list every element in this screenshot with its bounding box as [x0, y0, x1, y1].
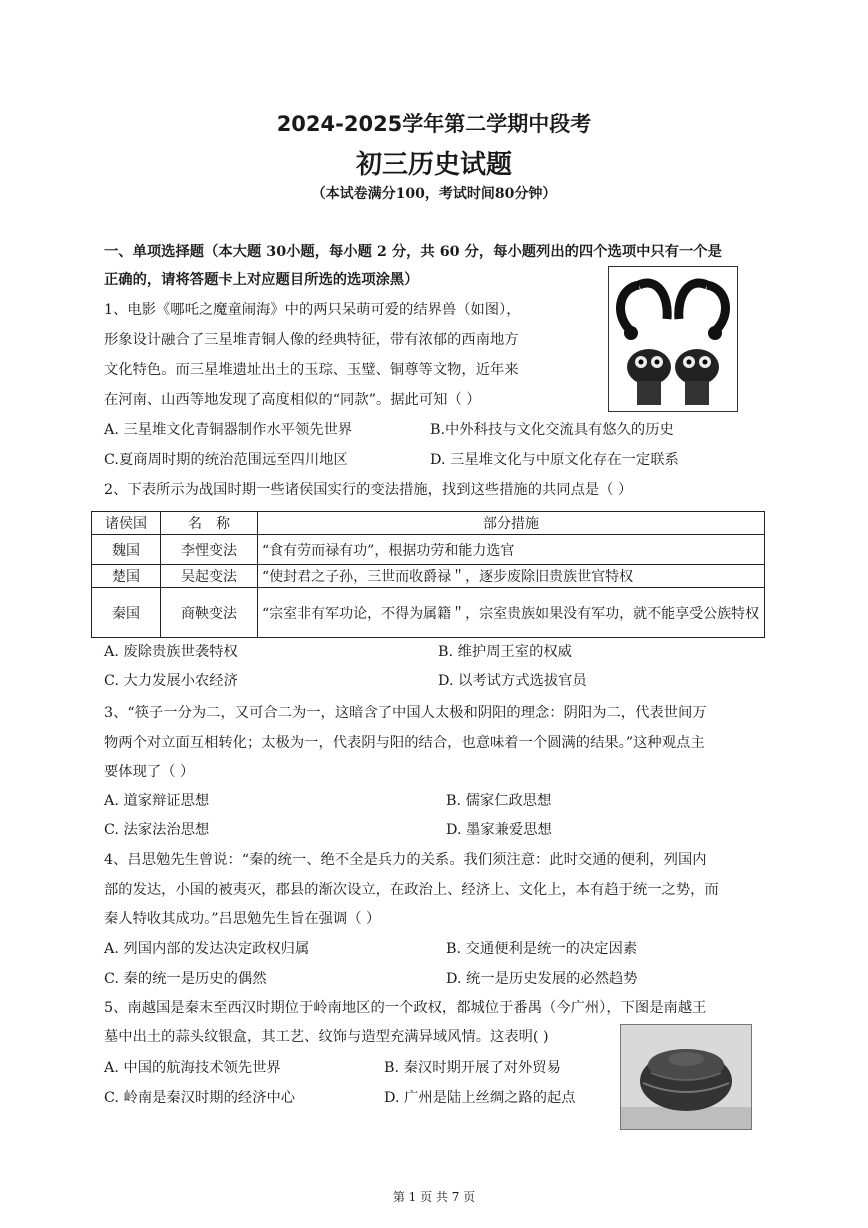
table-cell-state: 秦国 [92, 588, 161, 638]
q1-option-a: A. 三星堆文化青铜器制作水平领先世界 [104, 422, 353, 438]
q3-option-b: B. 儒家仁政思想 [446, 793, 552, 809]
q3-option-c: C. 法家法治思想 [104, 822, 210, 838]
q4-stem-line: 4、吕思勉先生曾说：“秦的统一、绝不全是兵力的关系。我们须注意：此时交通的便利，列国内 [104, 852, 707, 868]
q2-stem: 2、下表所示为战国时期一些诸侯国实行的变法措施，找到这些措施的共同点是（ ） [104, 482, 633, 498]
table-cell-name: 李悝变法 [161, 535, 258, 565]
q3-stem-line: 要体现了（ ） [104, 764, 195, 780]
guardian-beasts-image [608, 266, 738, 412]
q5-stem-line: 5、南越国是秦末至西汉时期位于岭南地区的一个政权，都城位于番禺（今广州），下图是南越王 [104, 1000, 707, 1016]
q3-stem-line: 3、“筷子一分为二，又可合二为一，这暗含了中国人太极和阴阳的理念：阴阳为二，代表世间万 [104, 705, 707, 721]
table-cell-state: 楚国 [92, 565, 161, 588]
table-header-row [92, 512, 765, 535]
table-cell-measure: “使封君之子孙，三世而收爵禄＂，逐步废除旧贵族世官特权 [258, 565, 765, 588]
table-cell-name: 吴起变法 [161, 565, 258, 588]
q2-option-a: A. 废除贵族世袭特权 [104, 644, 238, 660]
q3-stem-line: 物两个对立面互相转化；太极为一，代表阴与阳的结合，也意味着一个圆满的结果。”这种观点主 [104, 735, 705, 751]
q1-stem-line: 形象设计融合了三星堆青铜人像的经典特征，带有浓郁的西南地方 [104, 332, 519, 348]
exam-note: （本试卷满分100，考试时间80分钟） [311, 186, 557, 202]
q5-option-d: D. 广州是陆上丝绸之路的起点 [384, 1090, 576, 1106]
q4-option-d: D. 统一是历史发展的必然趋势 [446, 971, 638, 987]
table-cell-measure: “宗室非有军功论，不得为属籍＂，宗室贵族如果没有军功，就不能享受公族特权 [258, 588, 765, 638]
silver-box-image [620, 1024, 752, 1130]
section-heading-line2: 正确的，请将答题卡上对应题目所选的选项涂黑） [104, 272, 419, 288]
q1-option-c: C.夏商周时期的统治范围远至四川地区 [104, 452, 348, 468]
table-cell-name: 商鞅变法 [161, 588, 258, 638]
table-row [92, 588, 765, 638]
q1-stem-line: 在河南、山西等地发现了高度相似的“同款”。据此可知（ ） [104, 392, 481, 408]
q1-stem-line: 文化特色。而三星堆遗址出土的玉琮、玉璧、铜尊等文物，近年来 [104, 362, 519, 378]
table-row [92, 535, 765, 565]
page-number: 第 1 页 共 7 页 [392, 1190, 476, 1204]
q5-option-b: B. 秦汉时期开展了对外贸易 [384, 1060, 561, 1076]
q2-option-c: C. 大力发展小农经济 [104, 673, 238, 689]
q3-option-a: A. 道家辩证思想 [104, 793, 210, 809]
exam-subject-title: 初三历史试题 [355, 150, 512, 180]
q4-option-a: A. 列国内部的发达决定政权归属 [104, 941, 310, 957]
table-row [92, 565, 765, 588]
q1-stem-line: 1、电影《哪吒之魔童闹海》中的两只呆萌可爱的结界兽（如图）， [104, 302, 521, 318]
q4-stem-line: 秦人特收其成功。”吕思勉先生旨在强调（ ） [104, 911, 381, 927]
table-cell-measure: “食有劳而禄有功”，根据功劳和能力选官 [258, 535, 765, 565]
q4-stem-line: 部的发达，小国的被夷灭，郡县的渐次设立，在政治上、经济上、文化上，本有趋于统一之势，而 [104, 882, 719, 898]
section-heading-line1: 一、单项选择题（本大题 30小题，每小题 2 分，共 60 分，每小题列出的四个选项中只有一个是 [104, 244, 722, 260]
q5-stem-line: 墓中出土的蒜头纹银盒，其工艺、纹饰与造型充满异域风情。这表明( ) [104, 1029, 549, 1045]
q3-option-d: D. 墨家兼爱思想 [446, 822, 552, 838]
reform-table [91, 511, 765, 638]
q4-option-c: C. 秦的统一是历史的偶然 [104, 971, 267, 987]
q1-option-d: D. 三星堆文化与中原文化存在一定联系 [430, 452, 679, 468]
table-cell-state: 魏国 [92, 535, 161, 565]
q5-option-c: C. 岭南是秦汉时期的经济中心 [104, 1090, 296, 1106]
q2-option-d: D. 以考试方式选拔官员 [438, 673, 587, 689]
q5-option-a: A. 中国的航海技术领先世界 [104, 1060, 281, 1076]
q1-option-b: B.中外科技与文化交流具有悠久的历史 [430, 422, 674, 438]
table-header-cell: 部分措施 [258, 512, 765, 535]
table-header-cell: 诸侯国 [92, 512, 161, 535]
exam-term-title: 2024-2025学年第二学期中段考 [276, 112, 592, 136]
table-header-cell: 名 称 [161, 512, 258, 535]
q4-option-b: B. 交通便利是统一的决定因素 [446, 941, 638, 957]
q2-option-b: B. 维护周王室的权威 [438, 644, 572, 660]
